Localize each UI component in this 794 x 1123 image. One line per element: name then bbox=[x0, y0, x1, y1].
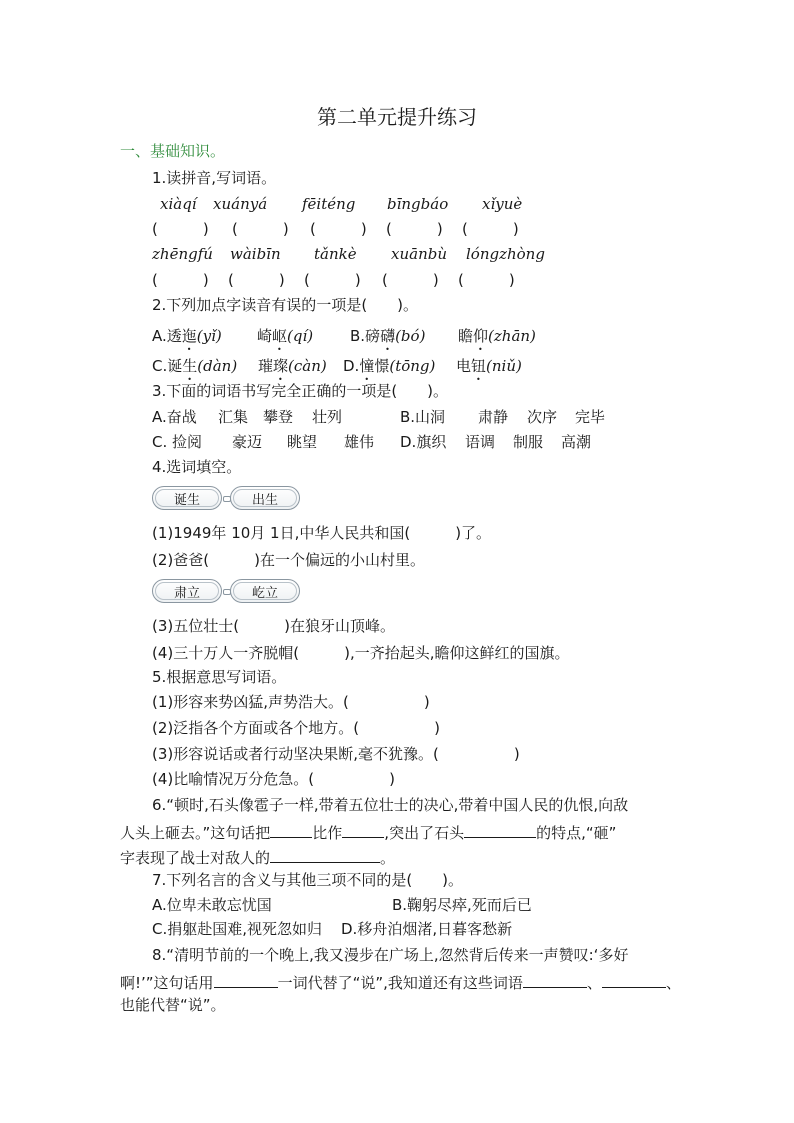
answer-blank[interactable]: ( ) bbox=[152, 220, 209, 238]
question-3-label: 3.下面的词语书写完全正确的一项是( )。 bbox=[152, 382, 449, 400]
answer-blank[interactable]: ( ) bbox=[232, 220, 289, 238]
definition-item: (4)比喻情况万分危急。( ) bbox=[152, 770, 395, 788]
definition-item: (3)形容说话或者行动坚决果断,毫不犹豫。( ) bbox=[152, 745, 520, 763]
answer-blank[interactable]: ( ) bbox=[386, 220, 443, 238]
word-chip: 肃立 bbox=[152, 579, 222, 603]
definition-item: (1)形容来势凶猛,声势浩大。( ) bbox=[152, 693, 430, 711]
fill-sentence: (3)五位壮士( )在狼牙山顶峰。 bbox=[152, 617, 395, 635]
option-a-word: 汇集 bbox=[218, 408, 249, 426]
option-d: D.憧憬(tōng) bbox=[343, 357, 436, 375]
word-chip: 出生 bbox=[230, 486, 300, 510]
pinyin-3: fēiténg bbox=[302, 195, 356, 213]
answer-blank[interactable]: ( ) bbox=[382, 271, 439, 289]
option-b-word: B.山洞 bbox=[400, 408, 446, 426]
fill-sentence: (1)1949年 10月 1日,中华人民共和国( )了。 bbox=[152, 524, 492, 542]
option-a: A.位卑未敢忘忧国 bbox=[152, 896, 272, 914]
option-d: D.移舟泊烟渚,日暮客愁新 bbox=[341, 920, 513, 938]
word-chip: 诞生 bbox=[152, 486, 222, 510]
option-d-2: 电钮(niǔ) bbox=[456, 357, 522, 375]
answer-blank[interactable]: ( ) bbox=[152, 271, 209, 289]
option-c: C.捐躯赴国难,视死忽如归 bbox=[152, 920, 323, 938]
option-c-word: 豪迈 bbox=[232, 433, 263, 451]
option-c-2: 璀璨(càn) bbox=[258, 357, 327, 375]
option-c: C.诞生(dàn) bbox=[152, 357, 238, 375]
answer-blank[interactable]: ( ) bbox=[304, 271, 361, 289]
option-c-word: 雄伟 bbox=[344, 433, 375, 451]
answer-line[interactable] bbox=[342, 823, 384, 838]
option-a-word: A.奋战 bbox=[152, 408, 197, 426]
question-6-line: 6.“顿时,石头像雹子一样,带着五位壮士的决心,带着中国人民的仇恨,向敌 bbox=[152, 796, 629, 814]
option-b: B.磅礴(bó) bbox=[350, 327, 426, 345]
option-d-word: 制服 bbox=[513, 433, 544, 451]
fill-sentence: (2)爸爸( )在一个偏远的小山村里。 bbox=[152, 551, 425, 569]
option-d-word: 高潮 bbox=[561, 433, 592, 451]
answer-line[interactable] bbox=[523, 973, 587, 988]
answer-line[interactable] bbox=[464, 823, 536, 838]
page-title: 第二单元提升练习 bbox=[317, 105, 477, 129]
option-b-2: 瞻仰(zhān) bbox=[458, 327, 536, 345]
question-5-label: 5.根据意思写词语。 bbox=[152, 668, 287, 686]
word-chip: 屹立 bbox=[230, 579, 300, 603]
option-a-2: 崎岖(qí) bbox=[257, 327, 314, 345]
answer-blank[interactable]: ( ) bbox=[310, 220, 367, 238]
option-a-word: 攀登 bbox=[263, 408, 294, 426]
option-d-word: D.旗织 bbox=[400, 433, 447, 451]
question-8-line: 啊!’”这句话用 一词代替了“说”,我知道还有这些词语 、 、 bbox=[120, 974, 681, 992]
fill-sentence: (4)三十万人一齐脱帽( ),一齐抬起头,瞻仰这鲜红的国旗。 bbox=[152, 644, 570, 662]
pinyin-9: xuānbù bbox=[391, 245, 447, 263]
answer-blank[interactable]: ( ) bbox=[458, 271, 515, 289]
answer-line[interactable] bbox=[270, 823, 312, 838]
section-heading: 一、基础知识。 bbox=[120, 142, 226, 160]
question-6-line: 人头上砸去。”这句话把 比作 ,突出了石头 的特点,“砸” bbox=[120, 824, 617, 842]
pinyin-1: xiàqí bbox=[160, 195, 197, 213]
option-a-word: 壮列 bbox=[312, 408, 343, 426]
option-d-word: 语调 bbox=[465, 433, 496, 451]
option-c-word: C. 捡阅 bbox=[152, 433, 203, 451]
answer-blank[interactable]: ( ) bbox=[462, 220, 519, 238]
option-a: A.透迤(yǐ) bbox=[152, 327, 222, 345]
question-2-label: 2.下列加点字读音有误的一项是( )。 bbox=[152, 296, 419, 314]
question-6-line: 字表现了战士对敌人的 。 bbox=[120, 849, 396, 867]
pinyin-10: lóngzhòng bbox=[466, 245, 545, 263]
answer-line[interactable] bbox=[214, 973, 278, 988]
pinyin-4: bīngbáo bbox=[387, 195, 449, 213]
answer-line[interactable] bbox=[602, 973, 666, 988]
question-7-label: 7.下列名言的含义与其他三项不同的是( )。 bbox=[152, 871, 464, 889]
option-b: B.鞠躬尽瘁,死而后已 bbox=[392, 896, 532, 914]
option-b-word: 次序 bbox=[527, 408, 558, 426]
question-1-label: 1.读拼音,写词语。 bbox=[152, 169, 277, 187]
option-c-word: 眺望 bbox=[287, 433, 318, 451]
option-b-word: 肃静 bbox=[478, 408, 509, 426]
question-4-label: 4.选词填空。 bbox=[152, 458, 242, 476]
pinyin-8: tǎnkè bbox=[314, 245, 357, 263]
pinyin-7: wàibīn bbox=[230, 245, 281, 263]
question-8-line: 也能代替“说”。 bbox=[120, 996, 226, 1014]
answer-line[interactable] bbox=[270, 848, 380, 863]
option-b-word: 完毕 bbox=[575, 408, 606, 426]
definition-item: (2)泛指各个方面或各个地方。( ) bbox=[152, 719, 440, 737]
pinyin-2: xuányá bbox=[213, 195, 268, 213]
pinyin-6: zhēngfú bbox=[152, 245, 213, 263]
answer-blank[interactable]: ( ) bbox=[228, 271, 285, 289]
pinyin-5: xǐyuè bbox=[482, 195, 523, 213]
question-8-line: 8.“清明节前的一个晚上,我又漫步在广场上,忽然背后传来一声赞叹:‘多好 bbox=[152, 946, 629, 964]
